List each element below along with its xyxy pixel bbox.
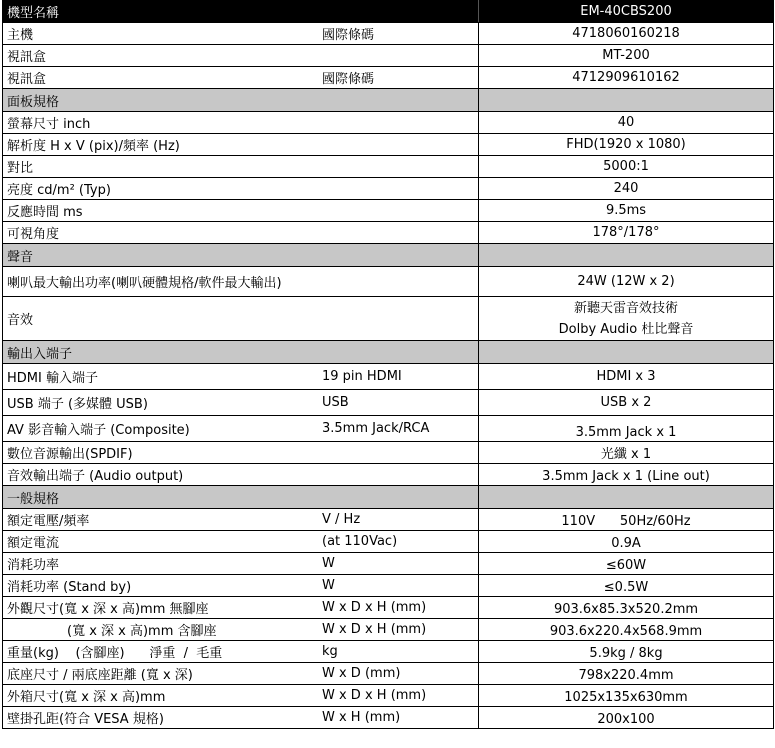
row-label: 對比 [3,156,479,177]
section-header-audio [3,244,773,267]
row-unit: W x D x H (mm) [319,619,479,640]
row-unit: 3.5mm Jack/RCA [319,416,479,441]
table-row [3,200,773,222]
row-value: 3.5mm Jack x 1 [575,425,677,440]
table-row [3,663,773,685]
row-unit [319,464,479,485]
row-label: 視訊盒 [7,72,47,87]
section-spacer [479,486,773,508]
row-value: 0.9A [611,536,641,551]
row-label: (寬 x 深 x 高)mm 含腳座 [67,624,217,639]
section-title: 聲音 [3,244,479,266]
row-label: USB 端子 (多媒體 USB) [7,397,148,412]
model-name-label: 機型名稱 [3,0,479,22]
row-unit: 國際條碼 [319,23,479,44]
row-unit: W x D (mm) [319,663,479,684]
row-value: ≤60W [605,558,647,573]
row-value: 40 [617,115,635,130]
row-unit: USB [319,390,479,415]
model-name-row [3,0,773,23]
row-value: 3.5mm Jack x 1 (Line out) [542,469,710,484]
row-value: 240 [613,181,639,196]
table-row [3,553,773,575]
row-label: 額定電壓/頻率 [7,514,90,529]
row-label: 音效 [3,297,479,340]
audio-effect-line-1: 新聽天雷音效技術 [573,300,678,316]
row-label: 壁掛孔距(符合 VESA 規格) [7,712,164,727]
table-row [3,509,773,531]
row-value: FHD(1920 x 1080) [566,137,686,152]
row-value: USB x 2 [600,395,652,410]
row-unit [319,442,479,463]
row-label: 外箱尺寸(寬 x 深 x 高)mm [7,690,166,705]
table-row [3,641,773,663]
row-value: MT-200 [602,48,650,63]
table-row [3,531,773,553]
row-value: 1025x135x630mm [564,690,688,705]
row-value: 798x220.4mm [578,668,674,683]
row-value: 178°/178° [592,225,660,240]
row-unit: V / Hz [319,509,479,530]
row-value: 110V 50Hz/60Hz [561,514,691,529]
table-row [3,297,773,341]
table-row [3,112,773,134]
row-value: 光纖 x 1 [600,447,652,462]
section-header-general [3,486,773,509]
table-row [3,597,773,619]
table-row [3,67,773,89]
row-value: ≤0.5W [603,580,649,595]
row-label: 消耗功率 [7,558,60,573]
table-row [3,464,773,486]
table-row [3,222,773,244]
section-title: 面板規格 [3,89,479,111]
row-label: 額定電流 [7,536,60,551]
table-row [3,390,773,416]
table-row [3,156,773,178]
table-row [3,178,773,200]
row-unit [319,45,479,66]
row-value: 5.9kg / 8kg [589,646,663,661]
row-value: 903.6x220.4x568.9mm [549,624,703,639]
row-label: 喇叭最大輸出功率(喇叭硬體規格/軟件最大輸出) [3,267,479,296]
table-row [3,685,773,707]
audio-effect-line-2: Dolby Audio 杜比聲音 [558,321,694,337]
model-name-value: EM-40CBS200 [580,3,672,19]
table-row [3,619,773,641]
row-label: 反應時間 ms [3,200,479,221]
row-label: 數位音源輸出(SPDIF) [7,447,133,462]
row-label: 外觀尺寸(寬 x 深 x 高)mm 無腳座 [7,602,209,617]
row-value: 903.6x85.3x520.2mm [553,602,699,617]
section-spacer [479,244,773,266]
section-spacer [479,341,773,363]
row-unit: W [319,553,479,574]
table-row [3,134,773,156]
row-unit: 國際條碼 [319,67,479,88]
table-row [3,267,773,297]
row-value: 200x100 [597,712,655,727]
section-header-io [3,341,773,364]
row-label: 視訊盒 [7,50,47,65]
row-label: 螢幕尺寸 inch [3,112,479,133]
row-value: 9.5ms [605,203,647,218]
row-value: 4718060160218 [572,26,680,41]
section-header-panel [3,89,773,112]
row-label: AV 影音輸入端子 (Composite) [7,423,190,438]
row-unit: kg [319,641,479,662]
table-row [3,23,773,45]
row-label: 解析度 H x V (pix)/頻率 (Hz) [3,134,479,155]
row-unit: (at 110Vac) [319,531,479,552]
row-value: 24W (12W x 2) [577,274,675,289]
table-row [3,45,773,67]
row-unit: 19 pin HDMI [319,364,479,389]
section-spacer [479,89,773,111]
row-unit: W [319,575,479,596]
row-label: 可視角度 [3,222,479,243]
row-unit: W x H (mm) [319,707,479,728]
table-row [3,442,773,464]
section-title: 輸出入端子 [3,341,479,363]
row-unit: W x D x H (mm) [319,685,479,706]
row-value: HDMI x 3 [596,369,656,384]
row-value [479,297,773,340]
row-label: 音效輸出端子 (Audio output) [7,469,184,484]
row-label: 消耗功率 (Stand by) [7,580,132,595]
table-row [3,364,773,390]
spec-table [2,0,774,729]
row-label: 重量(kg) (含腳座) 淨重 / 毛重 [7,646,223,661]
row-value: 4712909610162 [572,70,680,85]
table-row [3,416,773,442]
table-row [3,707,773,729]
row-label: 底座尺寸 / 兩底座距離 (寬 x 深) [7,668,193,683]
row-label: HDMI 輸入端子 [7,371,98,386]
row-unit: W x D x H (mm) [319,597,479,618]
row-label: 主機 [7,28,34,43]
row-label: 亮度 cd/m² (Typ) [3,178,479,199]
section-title: 一般規格 [3,486,479,508]
row-value: 5000:1 [603,159,649,174]
table-row [3,575,773,597]
